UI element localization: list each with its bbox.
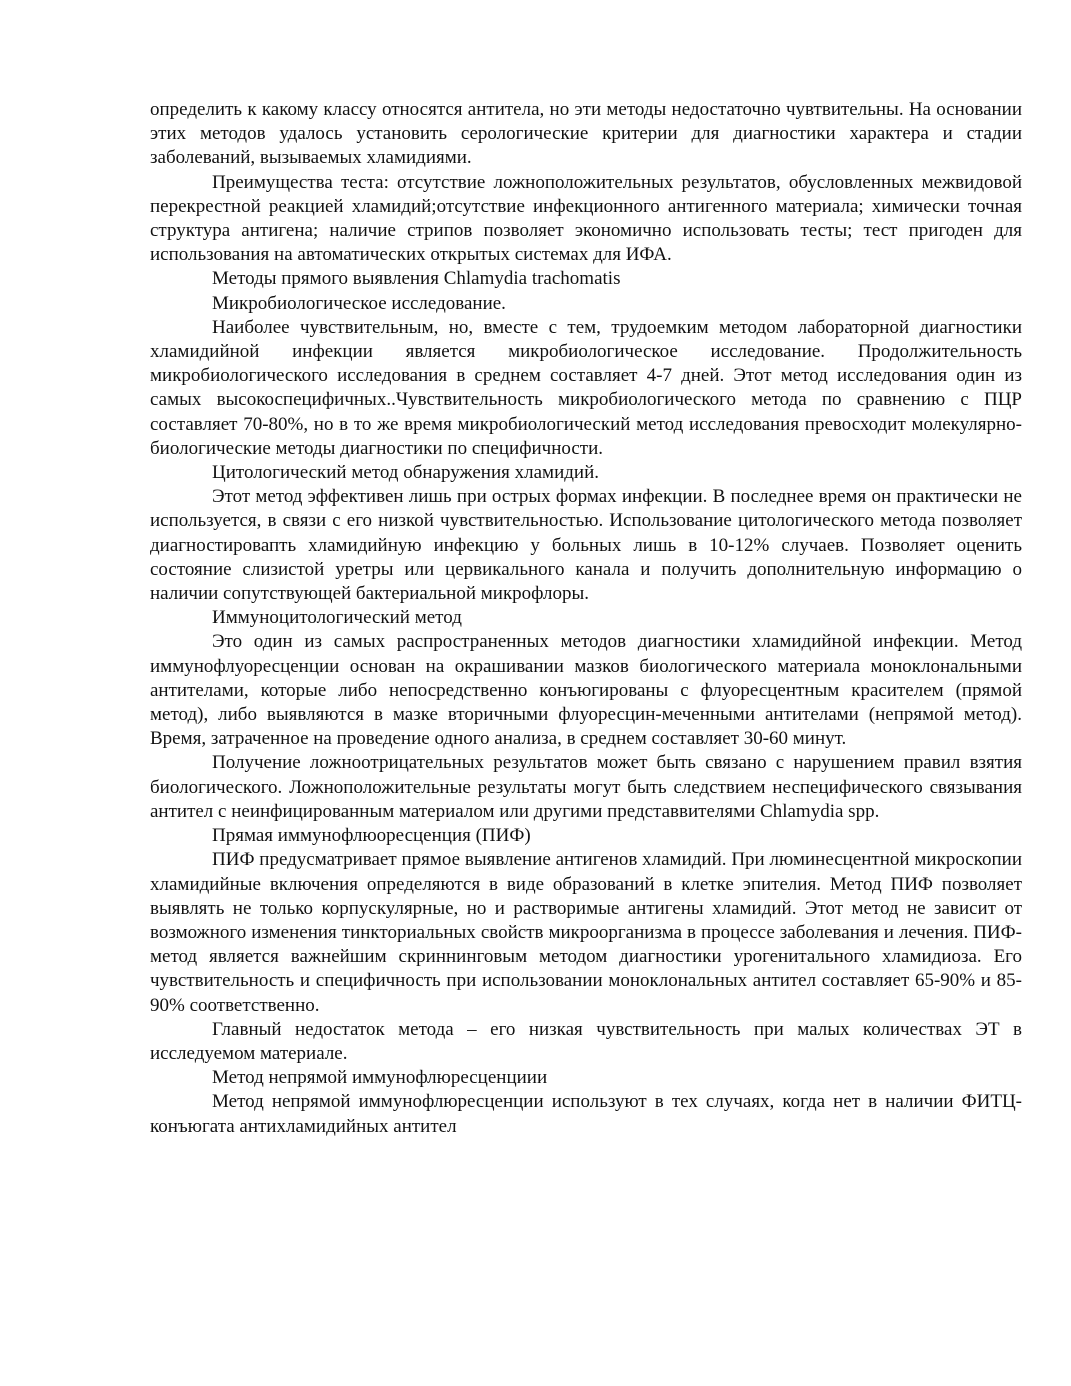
paragraph-immunofluorescence: Это один из самых распространенных методов диагностики хламидийной инфекции. Метод иммунофлуоресценции основан на окрашивании мазков биологического материала моноклональными антителами, которые либо непосредственно конъюгированы с флуоресцентным красителем (прямой метод), либо выявляются в мазке вторичными флуоресцин-меченными антителами (непрямой метод). Время, затраченное на проведение одного анализа, в среднем составляет 30-60 минут. (150, 631, 1022, 750)
heading-indirect-immunofluorescence: Метод непрямой иммунофлюресценциии (212, 1067, 548, 1089)
paragraph-pif-method: ПИФ предусматривает прямое выявление антигенов хламидий. При люминесцентной микроскопии хламидийные включения определяются в виде образований в клетке эпителия. Метод ПИФ позволяет выявлять не только корпускулярные, но и растворимые антигены хламидий. Этот метод не зависит от возможного изменения тинкториальных свойств микроорганизма в процессе заболевания и лечения. ПИФ-метод является важнейшим скриннинговым методом диагностики урогенитального хламидиоза. Его чувствительность и специфичность при использовании моноклональных антител составляет 65-90% и 85-90% соответственно. (150, 849, 1022, 1016)
paragraph-cytological-method: Этот метод эффективен лишь при острых формах инфекции. В последнее время он практически не используется, в связи с его низкой чувствительностью. Использование цитологического метода позволяет диагностировапть хламидийную инфекцию у больных лишь в 10-12% случаев. Позволяет оценить состояние слизистой уретры или цервикального канала и получить дополнительную информацию о наличии сопутствующей бактериальной микрофлоры. (150, 486, 1022, 605)
paragraph-test-advantages: Преимущества теста: отсутствие ложноположительных результатов, обусловленных межвидовой перекрестной реакцией хламидий;отсутствие инфекционного антигенного материала; химически точная структура антигена; наличие стрипов позволяет экономично использовать тесты; тест пригоден для использования на автоматических открытых системах для ИФА. (150, 171, 1022, 266)
heading-immunocytological-method: Иммуноцитологический метод (212, 607, 462, 629)
heading-direct-immunofluorescence: Прямая иммунофлюоресценция (ПИФ) (212, 825, 531, 847)
paragraph-main-drawback: Главный недостаток метода – его низкая чувствительность при малых количествах ЭТ в исследуемом материале. (150, 1018, 1022, 1064)
paragraph-microbiological-study: Наиболее чувствительным, но, вместе с тем, трудоемким методом лабораторной диагностики хламидийной инфекции является микробиологическое исследование. Продолжительность микробиологического исследования в среднем составляет 4-7 дней. Этот метод исследования один из самых высокоспецифичных..Чувствительность микробиологического метода по сравнению с ПЦР составляет 70-80%, но в то же время микробиологический метод исследования превосходит молекулярно-биологические методы диагностики по специфичности. (150, 316, 1022, 459)
paragraph-serology-criteria: определить к какому классу относятся антитела, но эти методы недостаточно чувтвительны. На основании этих методов удалось установить серологические критерии для диагностики характера и стадии заболеваний, вызываемых хламидиями. (150, 99, 1022, 169)
paragraph-indirect-method: Метод непрямой иммунофлюресценции используют в тех случаях, когда нет в наличии ФИТЦ-конъюгата антихламидийных антител (150, 1091, 1022, 1137)
document-page (150, 98, 1022, 1139)
paragraph-false-results: Получение ложноотрицательных результатов может быть связано с нарушением правил взятия биологического. Ложноположительные результаты могут быть следствием неспецифического связывания антител с неинфицированным материалом или другими представвителями Chlamydia spp. (150, 752, 1022, 822)
heading-direct-detection-methods: Методы прямого выявления Chlamydia trachomatis (212, 268, 621, 290)
heading-cytological-method: Цитологический метод обнаружения хламидий. (212, 462, 599, 484)
heading-microbiological-study: Микробиологическое исследование. (212, 292, 506, 314)
